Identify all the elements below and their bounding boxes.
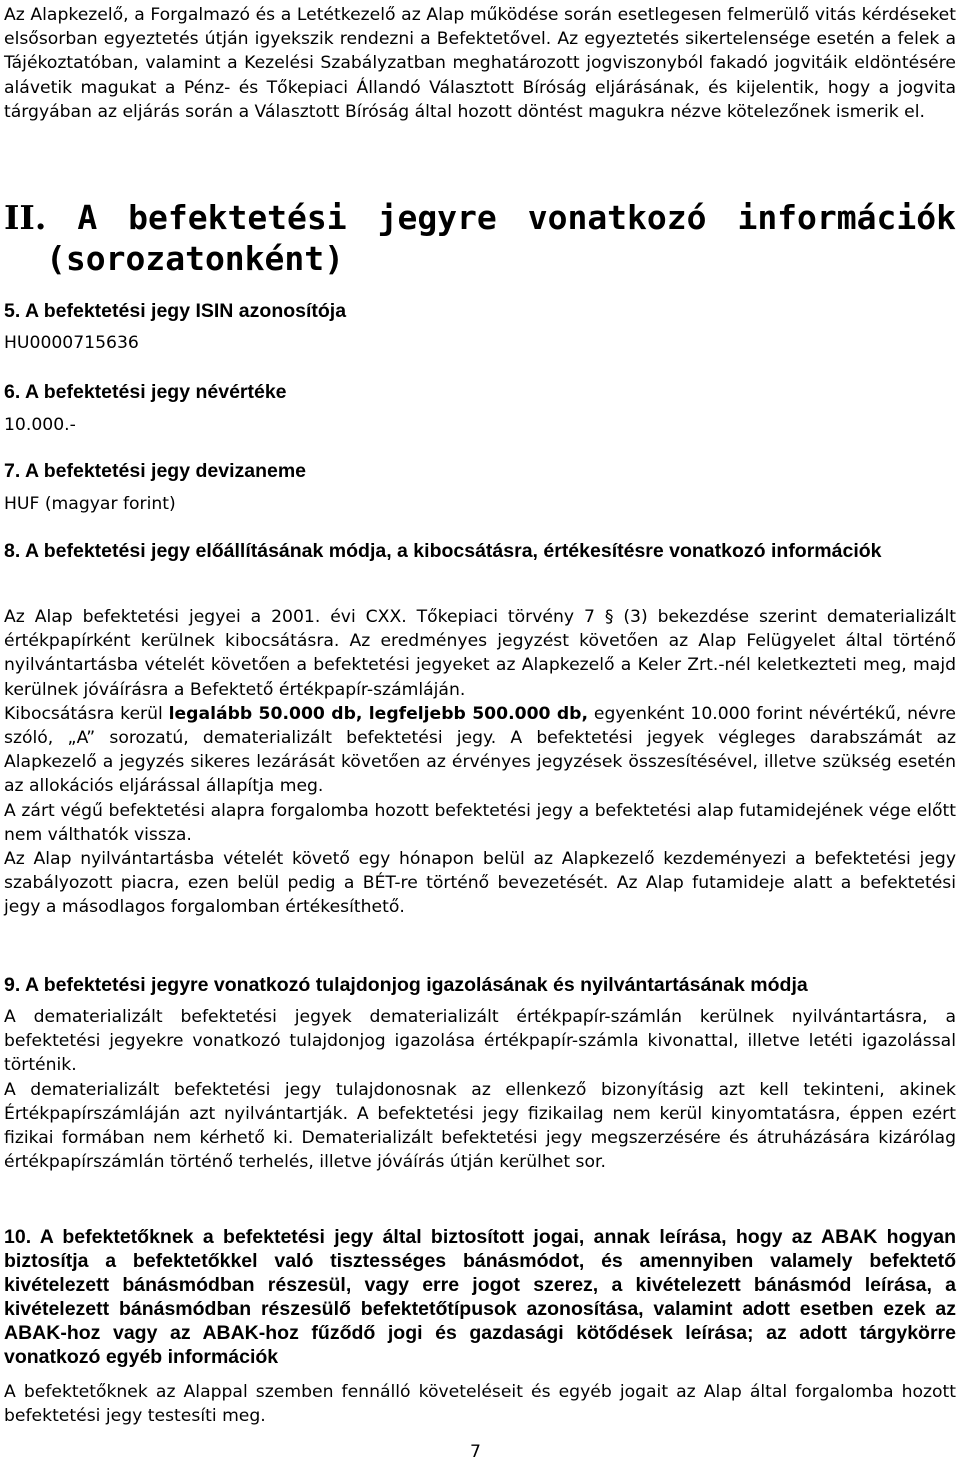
- item10-heading: 10. A befektetőknek a befektetési jegy által biztosított jogai, annak leírása, hogy az ABAK hogyan biztosítja a befektetőkkel való tisztességes bánásmódot, és amennyiben valamely befektető kivételezett bánásmódban részesül, vagy erre jogot szerez, a kivételezett bánásmód leírása, a kivételezett bánásmódban részesülő befektetőtípusok azonosítása, valamint adott esetben ezek az ABAK-hoz vagy az ABAK-hoz fűződő jogi és gazdasági kötődések leírása; az adott tárgykörre vonatkozó egyéb információk: [4, 1226, 956, 1368]
- item9-heading: 9. A befektetési jegyre vonatkozó tulajdonjog igazolásának és nyilvántartásának módja: [4, 974, 808, 996]
- item8-p2-text-a: Kibocsátásra kerül: [4, 703, 169, 724]
- item8-p2-text-c: egyenként 10.000 forint névértékű, névre szóló, „A” sorozatú, dematerializált befektetési jegy. A befektetési jegyek végleges darabszámát az Alapkezelő a jegyzés sikeres lezárását követően az érvényes jegyzések összesítésével, illetve szükség esetén az allokációs eljárással állapítja meg.: [4, 703, 956, 797]
- item5-value: HU0000715636: [4, 333, 139, 353]
- item8-paragraph-4: Az Alap nyilvántartásba vételét követő egy hónapon belül az Alapkezelő kezdeményezi a befektetési jegy szabályozott piacra, ezen belül pedig a BÉT-re történő bevezetését. Az Alap futamideje alatt a befektetési jegy a másodlagos forgalomban értékesíthető.: [4, 849, 956, 918]
- item9-paragraph-2: A dematerializált befektetési jegy tulajdonosnak az ellenkező bizonyításig azt kell tekinteni, akinek Értékpapírszámláján azt nyilvántartják. A befektetési jegy fizikailag nem kerül kinyomtatásra, éppen ezért fizikai formában nem kérhető ki. Dematerializált befektetési jegy megszerzésére és átruházására kizárólag értékpapírszámlán történő terhelés, illetve jóváírás útján kerülhet sor.: [4, 1079, 956, 1173]
- item10-paragraph-1: A befektetőknek az Alappal szemben fennálló követeléseit és egyéb jogait az Alap által forgalomba hozott befektetési jegy testesíti meg.: [4, 1382, 956, 1427]
- item7-value: HUF (magyar forint): [4, 494, 176, 514]
- section-title-line1: A befektetési jegyre vonatkozó információk: [77, 198, 956, 237]
- intro-paragraph: Az Alapkezelő, a Forgalmazó és a Letétkezelő az Alap működése során esetlegesen felmerülő vitás kérdéseket elsősorban egyeztetés útján igyekszik rendezni a Befektetővel. Az egyeztetés sikertelensége esetén a felek a Tájékoztatóban, valamint a Kezelési Szabályzatban meghatározott jogviszonyból fakadó jogvitáik eldöntésére alávetik magukat a Pénz- és Tőkepiaci Állandó Választott Bíróság eljárásának, és kijelentik, hogy a jogvita tárgyában az eljárás során a Választott Bíróság által hozott döntést magukra nézve kötelezőnek ismerik el.: [4, 5, 956, 122]
- item8-body: [4, 605, 956, 920]
- section-title-line2: (sorozatonként): [46, 239, 345, 278]
- section-heading: [4, 197, 956, 279]
- page-number: 7: [470, 1442, 481, 1462]
- item7-heading: 7. A befektetési jegy devizaneme: [4, 460, 307, 482]
- item8-paragraph-1: Az Alap befektetési jegyei a 2001. évi CXX. Tőkepiaci törvény 7 § (3) bekezdése szerint dematerializált értékpapírként kerülnek kibocsátásra. Az eredményes jegyzést követően az Alap Felügyelet által történő nyilvántartásba vételét követően a befektetési jegyeket az Alapkezelő a Keler Zrt.-nél keletkezteti meg, majd kerülnek jóváírásra a Befektető értékpapír-számláján.: [4, 607, 956, 700]
- item6-heading: 6. A befektetési jegy névértéke: [4, 381, 287, 403]
- item9-paragraph-1: A dematerializált befektetési jegyek dematerializált értékpapír-számlán kerülnek nyilvántartásra, a befektetési jegyekre vonatkozó tulajdonjog igazolása értékpapír-számla kivonattal, illetve letéti igazolással történik.: [4, 1007, 956, 1076]
- item8-heading: 8. A befektetési jegy előállításának módja, a kibocsátásra, értékesítésre vonatkozó információk: [4, 540, 882, 562]
- item5-heading: 5. A befektetési jegy ISIN azonosítója: [4, 300, 347, 322]
- section-number: II.: [4, 198, 47, 237]
- item8-p2-bold: legalább 50.000 db, legfeljebb 500.000 db,: [168, 703, 589, 724]
- item8-paragraph-2: [4, 702, 956, 799]
- item9-body: [4, 1005, 956, 1174]
- item8-paragraph-3: A zárt végű befektetési alapra forgalomba hozott befektetési jegy a befektetési alap futamidejének vége előtt nem válthatók vissza.: [4, 800, 956, 845]
- item6-value: 10.000.-: [4, 415, 76, 435]
